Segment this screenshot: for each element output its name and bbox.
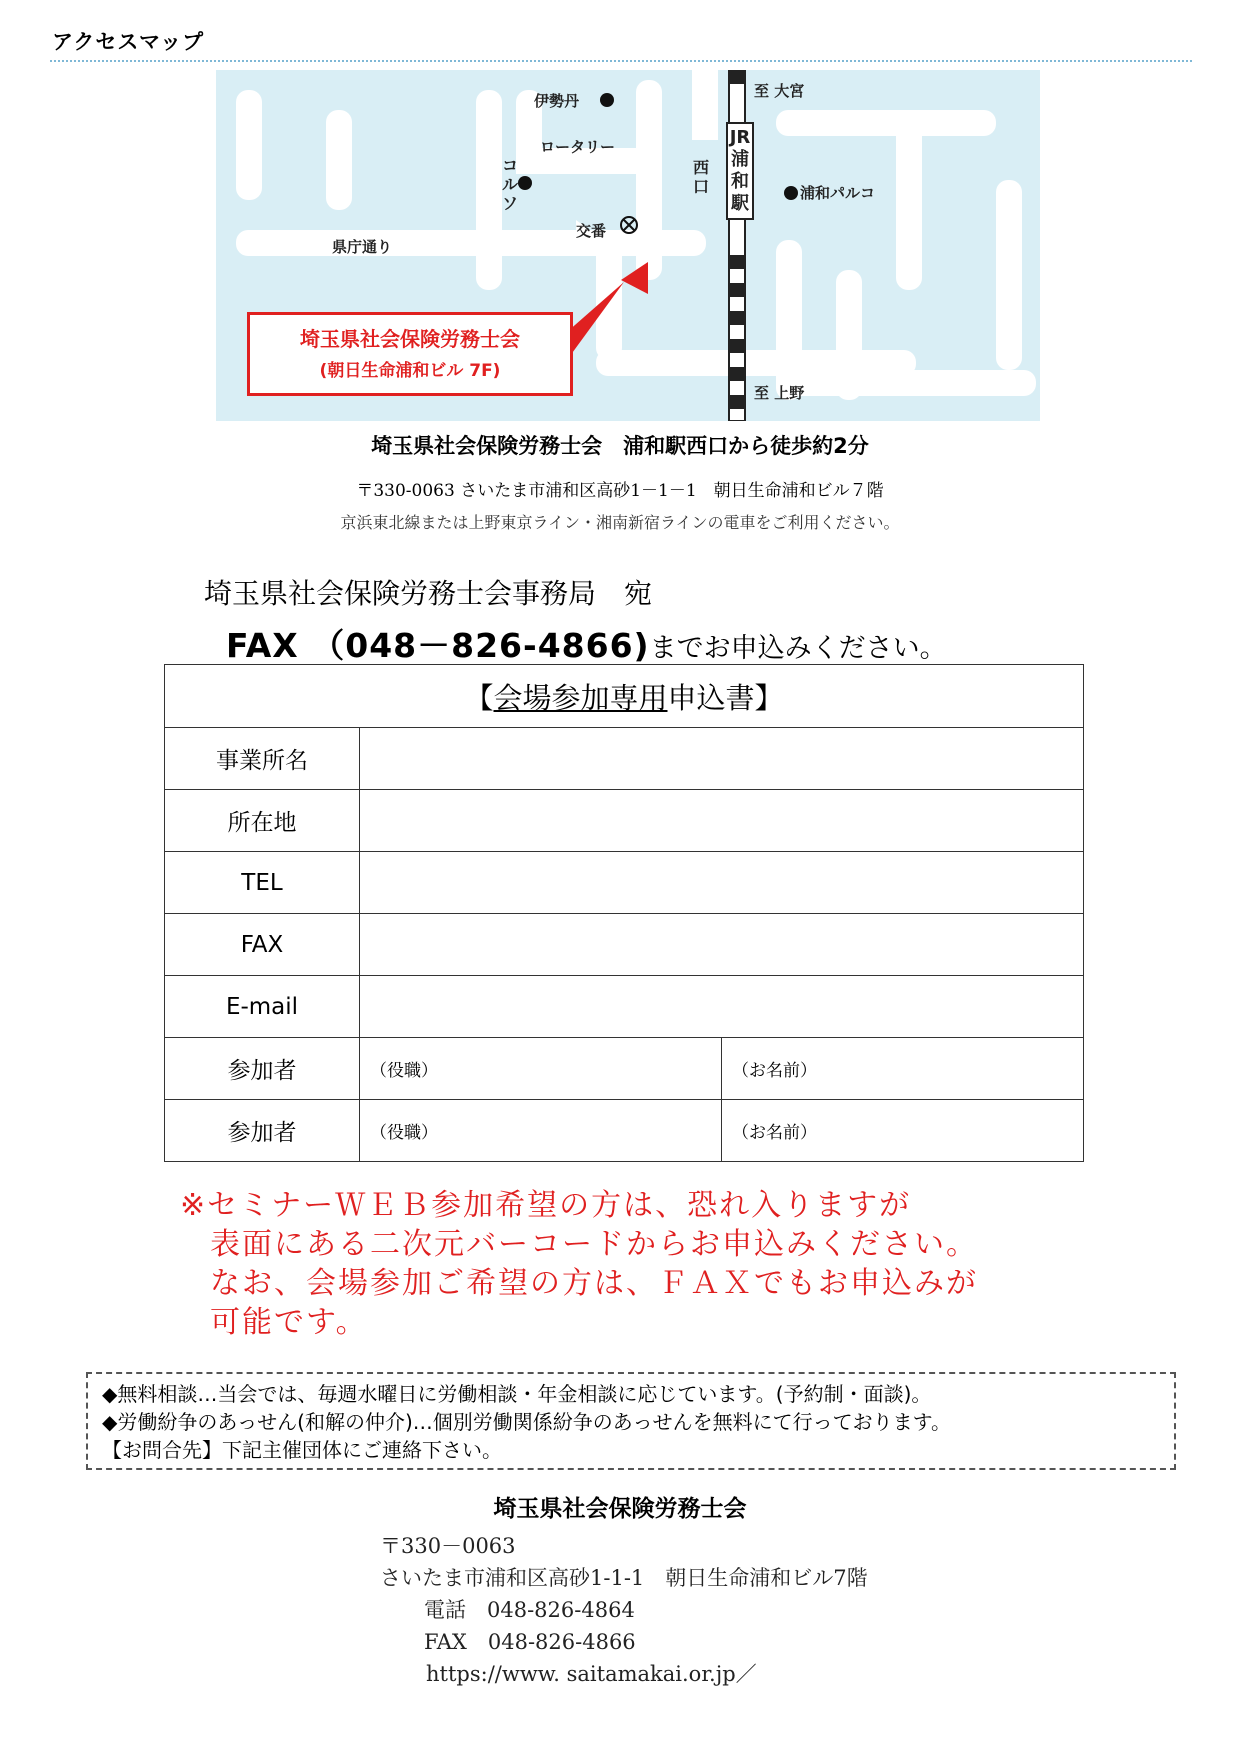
label-isetan: 伊勢丹 xyxy=(534,92,580,110)
application-form xyxy=(164,664,1084,1162)
access-summary: 埼玉県社会保険労務士会 浦和駅西口から徒歩約2分 xyxy=(371,434,869,458)
label-kencho: 県庁通り xyxy=(332,238,393,256)
box-line: 【お問合先】下記主催団体にご連絡下さい。 xyxy=(102,1438,502,1462)
field-address[interactable] xyxy=(360,790,1084,852)
label-omiya: 至 大宮 xyxy=(754,82,805,100)
notice-line: 表面にある二次元バーコードからお申込みください。 xyxy=(210,1227,978,1262)
footer-org-name: 埼玉県社会保険労務士会 xyxy=(493,1496,747,1522)
parco-dot xyxy=(784,186,798,200)
consultation-box xyxy=(86,1372,1176,1470)
box-line: ◆労働紛争のあっせん(和解の仲介)…個別労働関係紛争のあっせんを無料にて行っております。 xyxy=(102,1410,951,1434)
office-address: 〒330-0063 さいたま市浦和区高砂1－1－1 朝日生命浦和ビル７階 xyxy=(356,481,884,501)
label-nishiguchi: 西口 xyxy=(692,158,709,196)
notice-line: 可能です。 xyxy=(210,1305,368,1340)
access-map xyxy=(216,70,1040,421)
isetan-dot xyxy=(600,93,614,107)
label-koban: 交番 xyxy=(576,222,607,240)
fax-number: FAX （048－826-4866) xyxy=(226,626,650,665)
heading-divider xyxy=(50,60,1192,62)
field-fax[interactable] xyxy=(360,914,1084,976)
notice-line: ※セミナーＷＥＢ参加希望の方は、恐れ入りますが xyxy=(180,1188,912,1223)
section-heading: アクセスマップ xyxy=(52,30,205,54)
label-participant-1: 参加者 xyxy=(165,1038,360,1100)
fax-instruction-tail: までお申込みください。 xyxy=(649,633,947,664)
label-korso: コルソ xyxy=(501,156,518,213)
field-office-name[interactable] xyxy=(360,728,1084,790)
field-participant-2-position[interactable]: （役職） xyxy=(360,1100,722,1162)
train-info: 京浜東北線または上野東京ライン・湘南新宿ラインの電車をご利用ください。 xyxy=(340,513,900,532)
label-tel: TEL xyxy=(165,852,360,914)
field-email[interactable] xyxy=(360,976,1084,1038)
label-jr-station: JR浦和駅 xyxy=(726,122,754,220)
label-fax: FAX xyxy=(165,914,360,976)
label-participant-2: 参加者 xyxy=(165,1100,360,1162)
form-title: 【会場参加専用申込書】 xyxy=(165,665,1084,728)
footer-phone: 電話 048-826-4864 xyxy=(424,1598,635,1622)
destination-callout xyxy=(247,312,573,396)
field-participant-2-name[interactable]: （お名前） xyxy=(722,1100,1084,1162)
label-email: E-mail xyxy=(165,976,360,1038)
label-office-name: 事業所名 xyxy=(165,728,360,790)
footer-zip: 〒330－0063 xyxy=(380,1534,516,1558)
recipient-line: 埼玉県社会保険労務士会事務局 宛 xyxy=(204,577,653,610)
fax-instruction xyxy=(226,620,947,667)
web-notice xyxy=(180,1186,978,1342)
label-rotary: ロータリー xyxy=(540,138,616,156)
label-ueno: 至 上野 xyxy=(754,384,805,402)
field-participant-1-position[interactable]: （役職） xyxy=(360,1038,722,1100)
field-participant-1-name[interactable]: （お名前） xyxy=(722,1038,1084,1100)
footer-address: さいたま市浦和区高砂1-1-1 朝日生命浦和ビル7階 xyxy=(380,1566,868,1590)
label-parco: 浦和パルコ xyxy=(800,184,876,202)
form-title-underlined: 会場参加専用 xyxy=(493,680,668,715)
field-tel[interactable] xyxy=(360,852,1084,914)
footer-fax: FAX 048-826-4866 xyxy=(424,1630,636,1654)
notice-line: なお、会場参加ご希望の方は、ＦＡＸでもお申込みが xyxy=(210,1266,978,1301)
korso-dot xyxy=(518,176,532,190)
callout-org-name: 埼玉県社会保険労務士会 xyxy=(300,327,520,351)
destination-marker xyxy=(621,262,648,294)
label-address: 所在地 xyxy=(165,790,360,852)
box-line: ◆無料相談…当会では、毎週水曜日に労働相談・年金相談に応じています。(予約制・面談)。 xyxy=(102,1382,932,1406)
callout-building: (朝日生命浦和ビル 7F) xyxy=(319,361,501,381)
footer-url[interactable]: https://www. saitamakai.or.jp／ xyxy=(426,1662,757,1686)
